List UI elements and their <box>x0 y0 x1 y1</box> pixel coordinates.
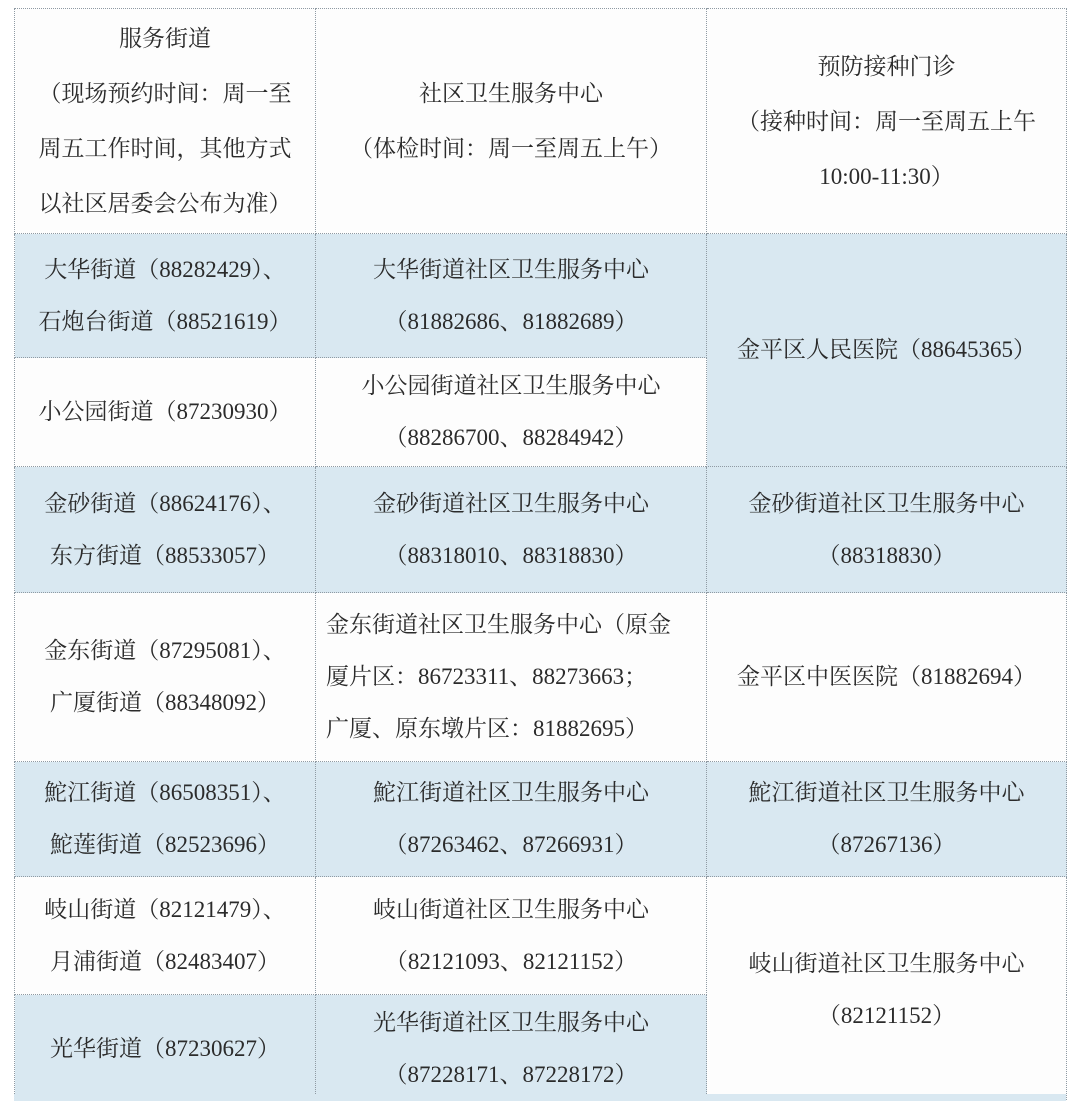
header-line: 10:00-11:30） <box>819 163 954 189</box>
header-line: 社区卫生服务中心 <box>419 81 603 106</box>
cell-text-line: 岐山街道社区卫生服务中心 <box>373 896 649 922</box>
cell-clinic-merged <box>707 877 1067 1101</box>
cell-clinic <box>707 467 1067 593</box>
header-line: 预防接种门诊 <box>817 53 956 79</box>
cell-text-line: 月浦街道（82483407） <box>50 948 280 974</box>
cell-health-center <box>316 358 707 467</box>
cell-text-line: 金砂街道（88624176）、 <box>44 490 286 516</box>
header-line: 以社区居委会公布为准） <box>38 191 292 216</box>
cell-text-line: 大华街道社区卫生服务中心 <box>373 256 649 282</box>
table-row <box>15 593 1067 762</box>
table-row <box>15 877 1067 995</box>
cell-health-center <box>316 234 707 358</box>
header-line: （现场预约时间：周一至 <box>38 81 292 106</box>
cell-clinic-merged <box>707 234 1067 467</box>
header-line: （接种时间：周一至周五上午 <box>737 108 1036 134</box>
cell-text-line: （87228171、87228172） <box>384 1062 638 1087</box>
cell-text-line: 广厦街道（88348092） <box>50 690 280 715</box>
table-header-row <box>15 9 1067 234</box>
cell-text-line: 大华街道（88282429）、 <box>44 256 286 282</box>
cell-street <box>15 593 316 762</box>
cell-street <box>15 234 316 358</box>
cell-text-line: 金平区人民医院（88645365） <box>737 337 1036 362</box>
header-vaccination-clinic <box>707 9 1067 234</box>
table-row <box>15 467 1067 593</box>
cell-health-center <box>316 762 707 877</box>
header-line: 周五工作时间，其他方式 <box>38 136 292 161</box>
cell-street <box>15 358 316 467</box>
cell-text-line: （82121093、82121152） <box>384 948 638 974</box>
cell-text-line: 金平区中医医院（81882694） <box>737 664 1036 689</box>
cell-text-line: 金东街道社区卫生服务中心（原金 <box>326 612 671 637</box>
table-row <box>15 234 1067 358</box>
cell-text-line: 小公园街道社区卫生服务中心 <box>361 373 661 398</box>
cell-text-line: （82121152） <box>817 1003 956 1028</box>
cell-text-line: （87263462、87266931） <box>384 832 638 857</box>
cell-clinic <box>707 762 1067 877</box>
cell-text-line: 东方街道（88533057） <box>50 542 280 568</box>
cell-text-line: 鮀江街道社区卫生服务中心 <box>373 780 649 805</box>
cell-health-center <box>316 877 707 995</box>
cropped-next-row-strip <box>14 1094 1066 1101</box>
cell-text-line: 光华街道社区卫生服务中心 <box>373 1010 649 1035</box>
cell-text-line: （88286700、88284942） <box>384 425 638 450</box>
table-row <box>15 762 1067 877</box>
cell-text-line: （87267136） <box>817 832 956 857</box>
header-health-center <box>316 9 707 234</box>
header-line: 服务街道 <box>119 26 211 51</box>
cell-health-center <box>316 467 707 593</box>
cell-text-line: 厦片区：86723311、88273663； <box>326 664 648 689</box>
cell-text-line: 鮀江街道社区卫生服务中心 <box>748 780 1025 805</box>
cell-text-line: 金砂街道社区卫生服务中心 <box>373 490 649 516</box>
cell-text-line: （88318010、88318830） <box>384 542 638 568</box>
cell-text-line: 金砂街道社区卫生服务中心 <box>748 490 1025 516</box>
cell-text-line: 金东街道（87295081）、 <box>44 638 286 663</box>
cell-street <box>15 467 316 593</box>
cell-text-line: 石炮台街道（88521619） <box>38 308 292 334</box>
cell-text-line: （88318830） <box>817 542 956 568</box>
cell-clinic <box>707 593 1067 762</box>
cell-health-center <box>316 593 707 762</box>
cell-street <box>15 995 316 1101</box>
cell-street <box>15 762 316 877</box>
cell-text-line: 鮀莲街道（82523696） <box>50 832 280 857</box>
cell-health-center <box>316 995 707 1101</box>
cell-street <box>15 877 316 995</box>
cell-text-line: （81882686、81882689） <box>384 308 638 334</box>
cell-text-line: 小公园街道（87230930） <box>38 399 292 424</box>
header-service-street <box>15 9 316 234</box>
cell-text-line: 广厦、原东墩片区：81882695） <box>326 716 648 741</box>
cell-text-line: 岐山街道社区卫生服务中心 <box>748 951 1025 976</box>
cell-text-line: 岐山街道（82121479）、 <box>44 896 286 922</box>
header-line: （体检时间：周一至周五上午） <box>350 136 672 161</box>
vaccination-clinic-table <box>14 8 1067 1101</box>
cell-text-line: 光华街道（87230627） <box>50 1036 280 1061</box>
cell-text-line: 鮀江街道（86508351）、 <box>44 780 286 805</box>
